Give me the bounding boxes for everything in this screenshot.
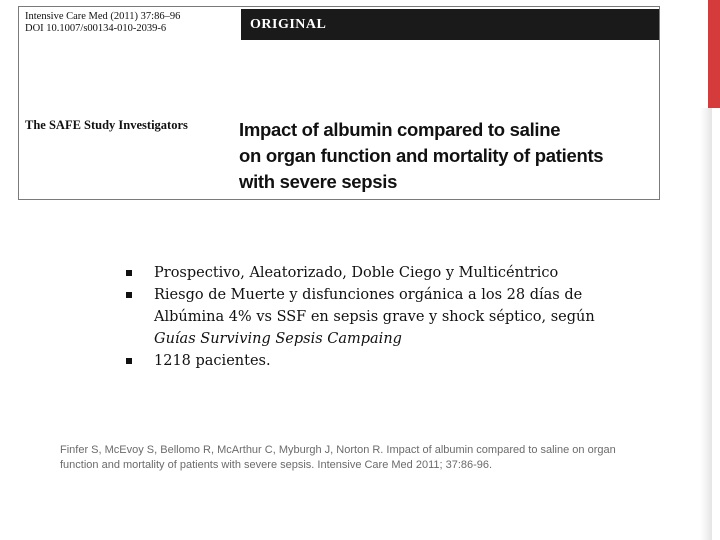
bullet-text: Prospectivo, Aleatorizado, Doble Ciego y Multicéntrico (154, 265, 559, 281)
paper-header-image (18, 6, 660, 200)
bullet-text: 1218 pacientes. (154, 353, 271, 369)
reference-line-2: function and mortality of patients with severe sepsis. Intensive Care Med 2011; 37:86-96. (60, 459, 493, 471)
bullet-text-line-1: Riesgo de Muerte y disfunciones orgánica a los 28 días de (154, 287, 583, 303)
bullet-item (126, 262, 626, 284)
citation-line-1: Intensive Care Med (2011) 37:86–96 (25, 11, 181, 22)
accent-bar (708, 0, 720, 108)
bullet-square-icon (126, 292, 132, 298)
reference-line-1: Finfer S, McEvoy S, Bellomo R, McArthur C, Myburgh J, Norton R. Impact of albumin compared to saline on organ (60, 444, 616, 456)
bullet-item (126, 284, 626, 350)
bullet-item (126, 350, 626, 372)
paper-title-line-3: with severe sepsis (239, 171, 398, 192)
bullet-square-icon (126, 358, 132, 364)
reference-citation (60, 443, 680, 473)
paper-title-line-1: Impact of albumin compared to saline (239, 119, 561, 140)
edge-shadow (700, 108, 712, 540)
paper-title (239, 117, 659, 195)
bullet-list (126, 262, 626, 372)
paper-title-line-2: on organ function and mortality of patients (239, 145, 604, 166)
study-authors: The SAFE Study Investigators (25, 118, 188, 132)
bullet-text-line-2: Albúmina 4% vs SSF en sepsis grave y shock séptico, según (154, 309, 595, 325)
bullet-italic-text: Guías Surviving Sepsis Campaing (154, 331, 402, 347)
original-banner: ORIGINAL (241, 9, 659, 40)
bullet-square-icon (126, 270, 132, 276)
citation-line-2: DOI 10.1007/s00134-010-2039-6 (25, 23, 167, 34)
journal-citation (25, 11, 180, 35)
